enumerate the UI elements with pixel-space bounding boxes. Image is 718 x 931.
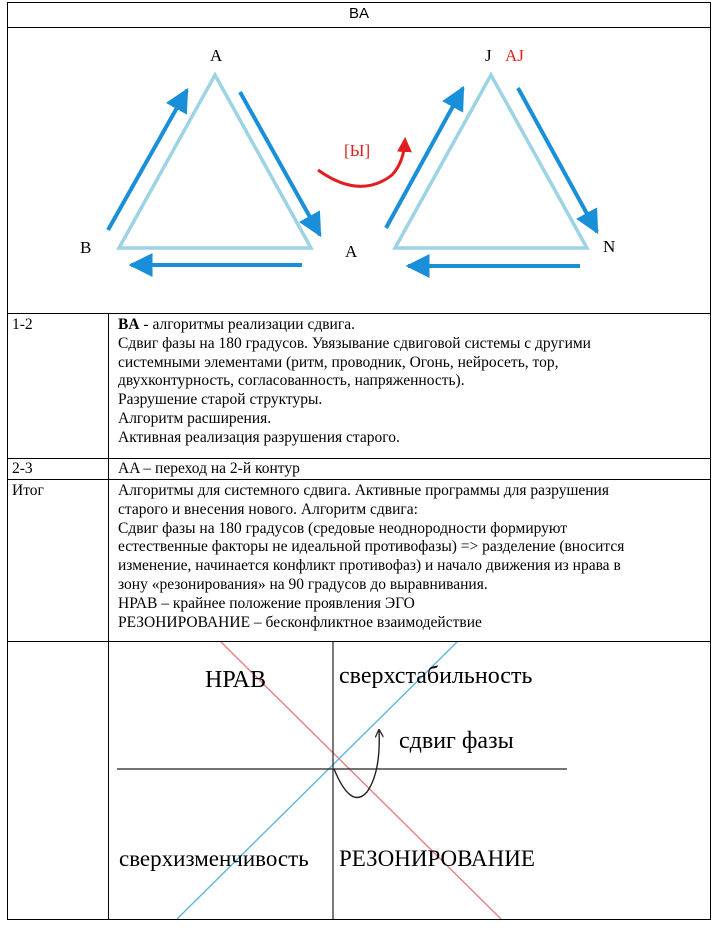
right-top-extra-label: AJ [505,46,524,65]
row-divider [7,479,711,480]
content-line: системными элементами (ритм, проводник, Огонь, нейросеть, тор, [118,353,559,371]
arrow-up-right-tri [386,88,463,228]
arrow-up-left [108,90,187,230]
row-label: 2-3 [12,460,33,477]
content-line: зону «резонирования» на 90 градусов до выравнивания. [118,575,488,593]
content-line: Сдвиг фазы на 180 градусов (средовые неоднородности формируют [118,519,568,537]
row-divider [7,313,711,314]
table-title: BA [348,5,369,22]
content-line: Алгоритмы для системного сдвига. Активные программы для разрушения [118,482,609,499]
supervariability-label: сверхизменчивость [119,846,309,871]
content-line: изменение, начинается конфликт противофаз) и начало движения из нрава в [118,557,621,575]
row-content [118,482,703,632]
left-bottom-right-label: A [345,242,358,261]
row-label: 1-2 [12,316,33,333]
arrow-down-right [240,92,320,235]
content-line: Алгоритм расширения. [118,409,272,427]
content-line: Разрушение старой структуры. [118,391,323,409]
row-label: Итог [12,482,44,499]
lead-term: BA [118,316,140,333]
first-line-text: - алгоритмы реализации сдвига. [139,316,355,333]
content-line: Активная реализация разрушения старого. [118,428,400,446]
superstability-label: сверхстабильность [339,663,533,689]
content-line: НРАВ – крайнее положение проявления ЭГО [118,594,415,612]
arrow-down-right-tri [518,88,597,232]
row-content [118,460,703,479]
middle-label: [Ы] [344,141,371,160]
row-content [118,316,703,448]
content-line: старого и внесения нового. Алгоритм сдвига: [118,500,418,518]
content-line: РЕЗОНИРОВАНИЕ – бесконфликтное взаимодействие [118,613,482,631]
phase-diagram [109,642,710,919]
resonance-label: РЕЗОНИРОВАНИЕ [339,846,535,871]
phase-shift-label: сдвиг фазы [399,728,514,754]
phase-shift-arrow [334,730,379,797]
right-top-label: J [485,46,492,65]
left-bottom-left-label: B [80,238,92,257]
content-line: двухконтурность, согласованность, напряженность). [118,372,465,390]
nrav-label: НРАВ [205,667,266,693]
row-divider [7,458,711,459]
content-line [118,316,703,335]
content-line: Сдвиг фазы на 180 градусов. Увязывание сдвиговой системы с другими [118,334,591,352]
content-line: AA – переход на 2-й контур [118,460,300,477]
right-bottom-right-label: N [603,237,616,256]
triangles-diagram [0,0,718,313]
content-line: естественные факторы не идеальной противофазы) => разделение (вносится [118,538,625,556]
left-top-label: A [210,46,223,65]
